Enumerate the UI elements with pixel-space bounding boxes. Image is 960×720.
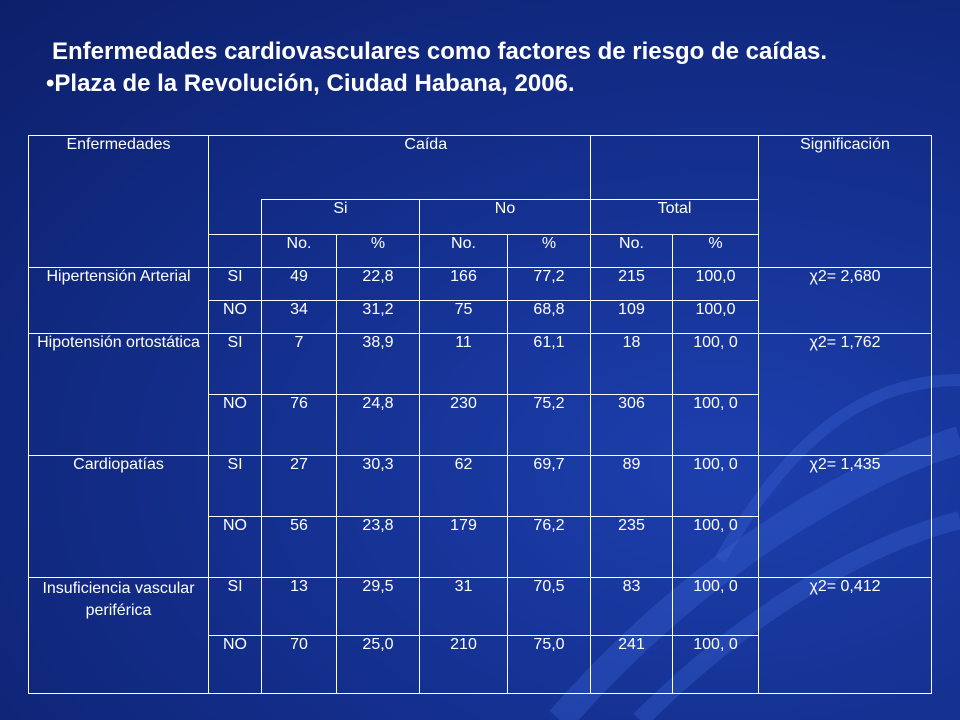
si-count: 7: [262, 334, 337, 395]
no-percent: 75,0: [508, 636, 591, 694]
total-count: 109: [591, 301, 673, 334]
si-count: 76: [262, 395, 337, 456]
header-no-pct: %: [508, 235, 591, 268]
group-name: Cardiopatías: [29, 456, 209, 578]
total-count: 18: [591, 334, 673, 395]
no-percent: 69,7: [508, 456, 591, 517]
total-percent: 100, 0: [673, 517, 759, 578]
group-name: Insuficiencia vascular periférica: [29, 578, 209, 694]
no-percent: 77,2: [508, 268, 591, 301]
no-count: 75: [420, 301, 508, 334]
row-label: SI: [209, 268, 262, 301]
no-count: 62: [420, 456, 508, 517]
header-si: Si: [262, 200, 420, 235]
si-count: 56: [262, 517, 337, 578]
no-count: 31: [420, 578, 508, 636]
total-percent: 100,0: [673, 301, 759, 334]
total-count: 89: [591, 456, 673, 517]
group-name: Hipotensión ortostática: [29, 334, 209, 456]
si-percent: 30,3: [337, 456, 420, 517]
row-label: SI: [209, 334, 262, 395]
si-count: 34: [262, 301, 337, 334]
row-label: SI: [209, 456, 262, 517]
no-percent: 68,8: [508, 301, 591, 334]
significance-value: χ2= 1,435: [759, 456, 932, 578]
total-percent: 100, 0: [673, 456, 759, 517]
no-percent: 75,2: [508, 395, 591, 456]
header-enfermedades: Enfermedades: [29, 136, 209, 268]
no-count: 179: [420, 517, 508, 578]
total-count: 215: [591, 268, 673, 301]
header-si-pct: %: [337, 235, 420, 268]
header-total: Total: [591, 200, 759, 235]
no-percent: 76,2: [508, 517, 591, 578]
si-percent: 29,5: [337, 578, 420, 636]
no-count: 230: [420, 395, 508, 456]
si-percent: 24,8: [337, 395, 420, 456]
significance-value: χ2= 0,412: [759, 578, 932, 694]
si-percent: 31,2: [337, 301, 420, 334]
header-total-pct: %: [673, 235, 759, 268]
si-count: 13: [262, 578, 337, 636]
no-percent: 70,5: [508, 578, 591, 636]
si-count: 49: [262, 268, 337, 301]
header-total-no: No.: [591, 235, 673, 268]
total-percent: 100, 0: [673, 334, 759, 395]
si-percent: 25,0: [337, 636, 420, 694]
total-percent: 100, 0: [673, 636, 759, 694]
row-label: NO: [209, 517, 262, 578]
row-label: NO: [209, 636, 262, 694]
si-count: 27: [262, 456, 337, 517]
header-significacion: Significación: [759, 136, 932, 268]
no-count: 210: [420, 636, 508, 694]
total-percent: 100, 0: [673, 578, 759, 636]
row-label: NO: [209, 301, 262, 334]
title-line-2: •Plaza de la Revolución, Ciudad Habana, 2006.: [46, 70, 575, 97]
row-label: NO: [209, 395, 262, 456]
total-percent: 100,0: [673, 268, 759, 301]
header-caida: Caída: [262, 136, 591, 200]
slide-title: [46, 36, 828, 100]
significance-value: χ2= 2,680: [759, 268, 932, 334]
risk-table: [28, 135, 932, 694]
header-no: No: [420, 200, 591, 235]
no-count: 11: [420, 334, 508, 395]
total-count: 83: [591, 578, 673, 636]
no-percent: 61,1: [508, 334, 591, 395]
header-si-no: No.: [262, 235, 337, 268]
total-count: 241: [591, 636, 673, 694]
si-count: 70: [262, 636, 337, 694]
group-name: Hipertensión Arterial: [29, 268, 209, 334]
total-percent: 100, 0: [673, 395, 759, 456]
si-percent: 38,9: [337, 334, 420, 395]
header-no-no: No.: [420, 235, 508, 268]
total-count: 235: [591, 517, 673, 578]
significance-value: χ2= 1,762: [759, 334, 932, 456]
si-percent: 22,8: [337, 268, 420, 301]
total-count: 306: [591, 395, 673, 456]
row-label: SI: [209, 578, 262, 636]
title-line-1: Enfermedades cardiovasculares como factores de riesgo de caídas.: [52, 38, 828, 65]
no-count: 166: [420, 268, 508, 301]
si-percent: 23,8: [337, 517, 420, 578]
